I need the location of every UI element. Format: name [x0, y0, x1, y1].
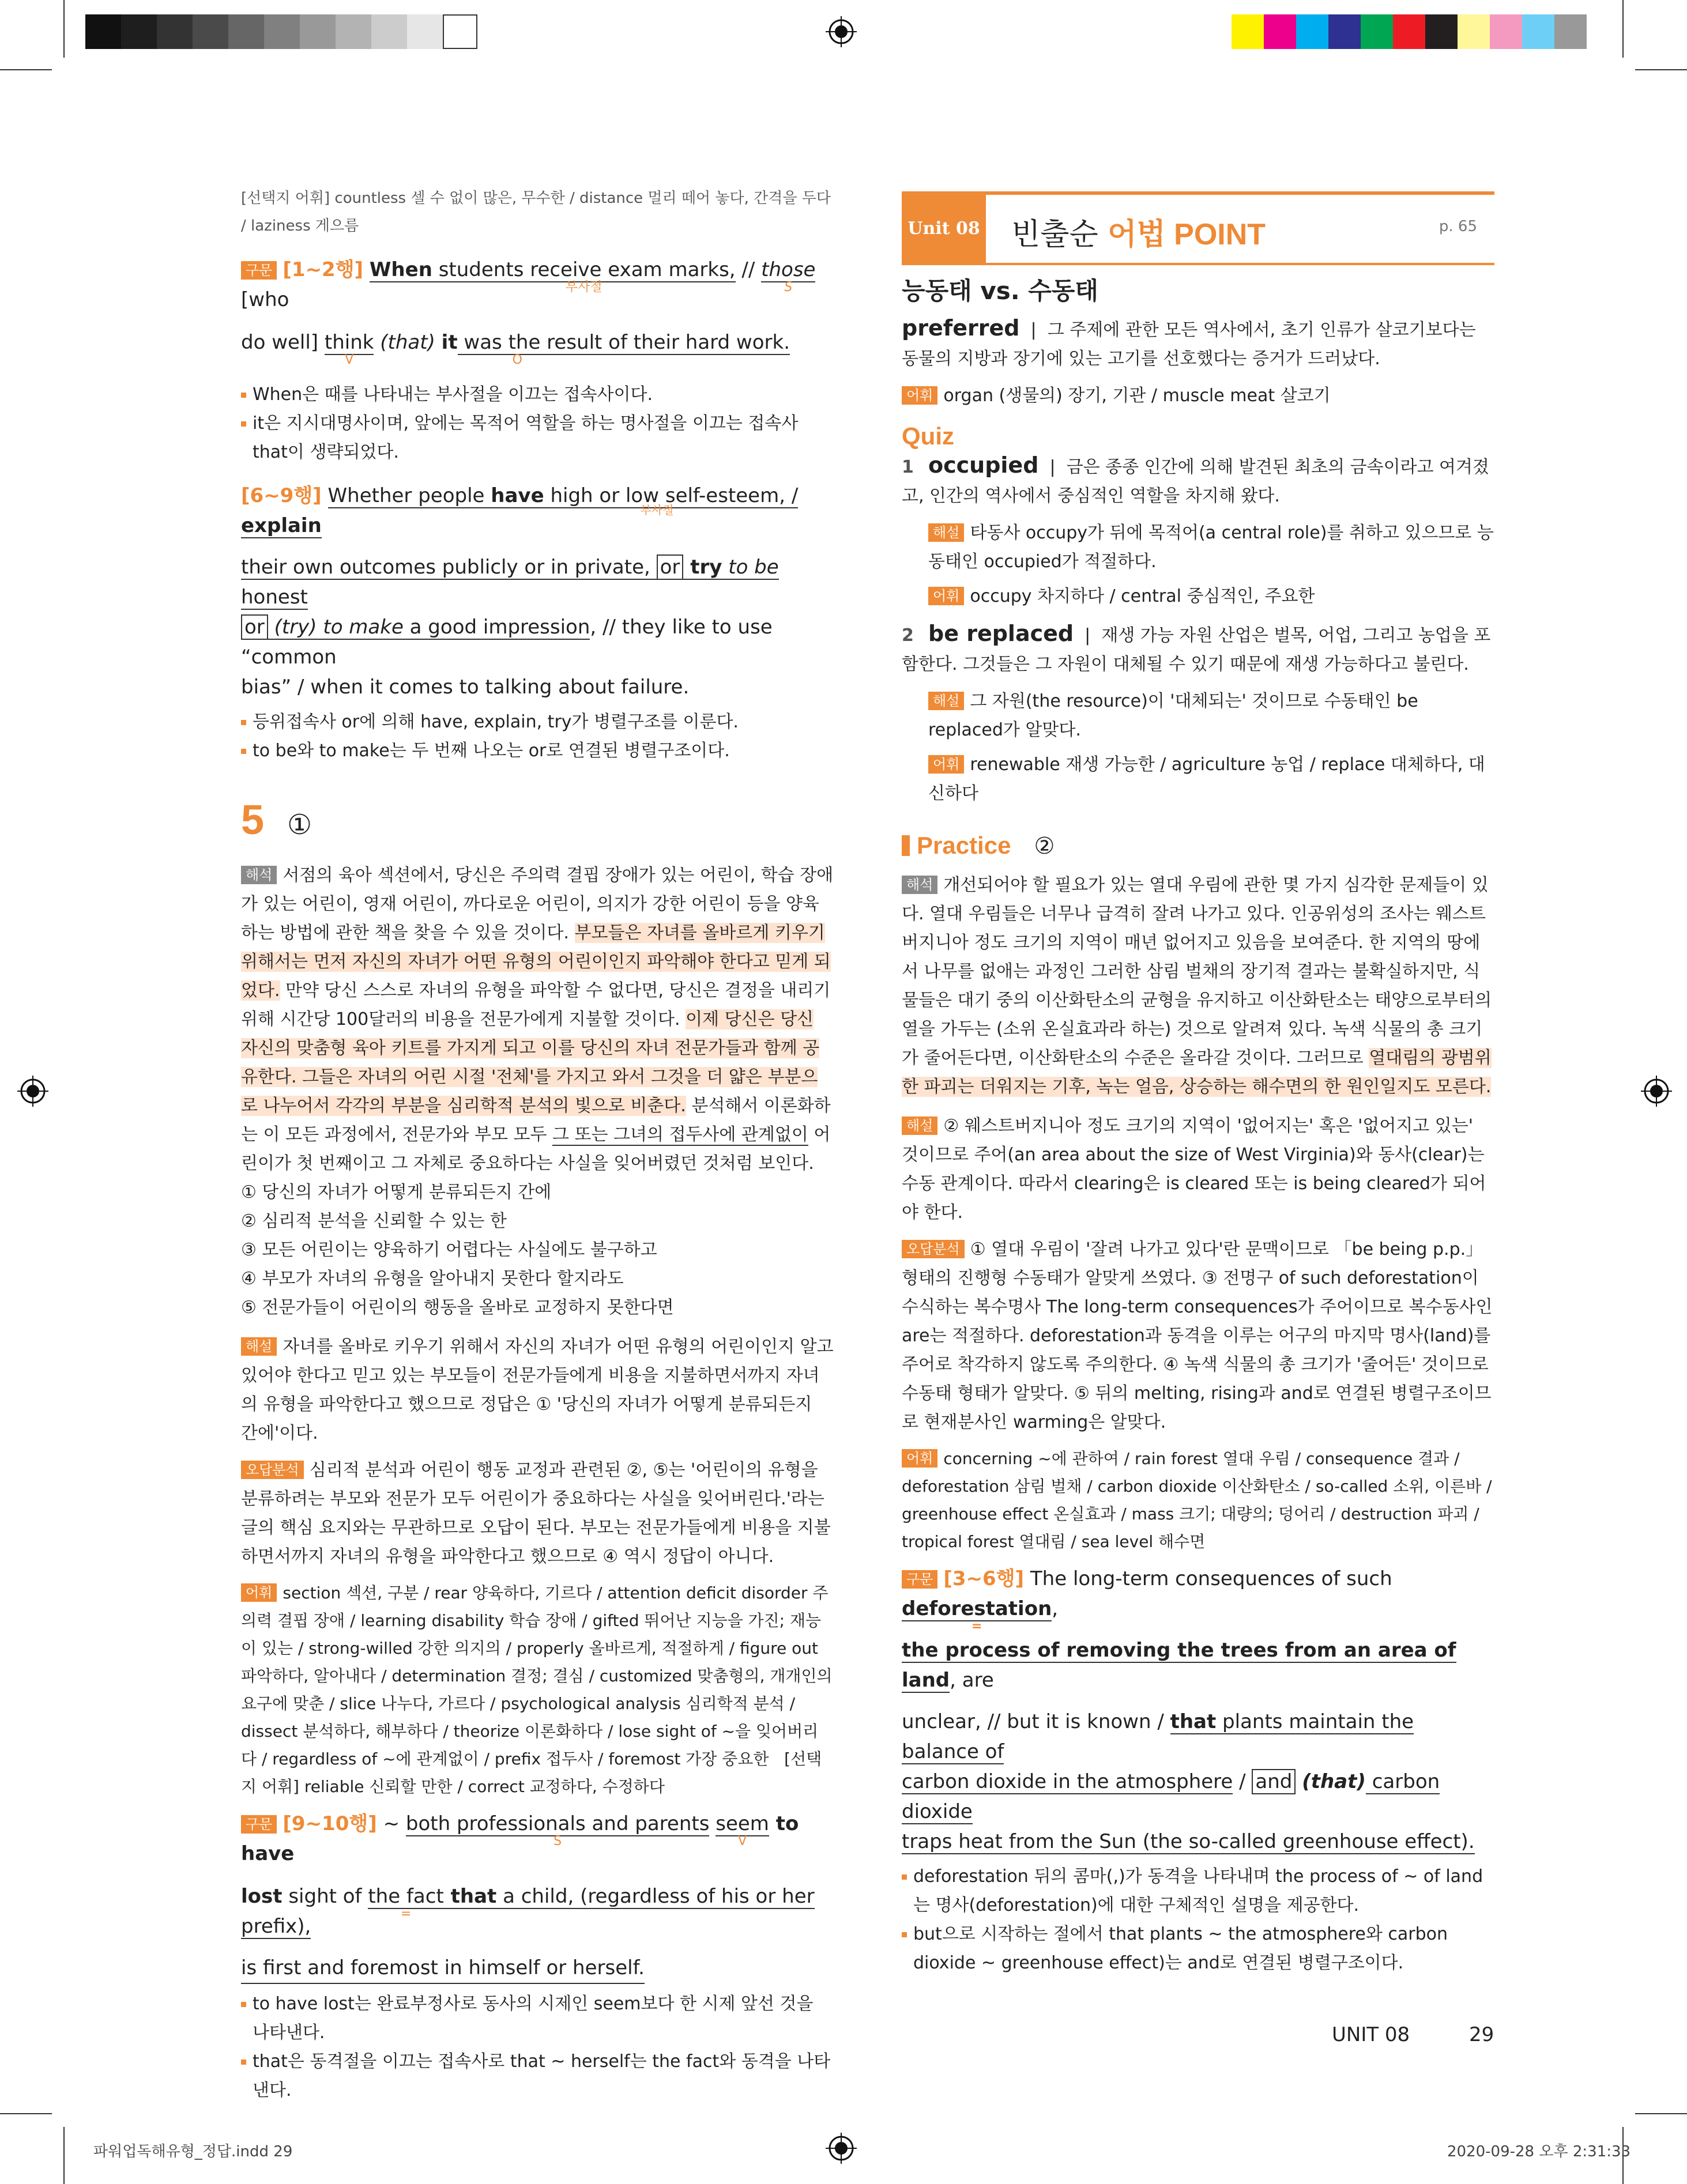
answer: ① — [287, 809, 312, 841]
footer-unit: UNIT 08 — [1332, 2023, 1410, 2046]
footer-timestamp: 2020-09-28 오후 2:31:33 — [1447, 2143, 1631, 2160]
line-ref: [1~2행] — [283, 258, 364, 281]
registration-mark-icon — [1641, 1076, 1672, 1107]
practice-haeseol: 해설 ② 웨스트버지니아 정도 크기의 지역이 '없어지는' 혹은 '없어지고 있는' 것이므로 주어(an area about the size of West Virginia)와 동사(clear)는 수동 관계이다. 따라서 clearing은 is cleared 또는 is being cleared가 되어야 한다. — [902, 1116, 1486, 1223]
quiz-item: 1 occupied | 금은 종종 인간에 의해 발견된 최초의 금속이라고 여겨졌고, 인간의 역사에서 중심적인 역할을 차지해 왔다. 해설 타동사 occupy가 뒤에 목적어(a central role)를 취하고 있으므로 능동태인 occupied가 적절하다. 어휘 occupy 차지하다 / central 중심적인, 주요한 — [902, 452, 1494, 606]
bullets-3 — [241, 1990, 834, 2105]
gumun-2: [6~9행] Whether people have high or low self-esteem, / 부사절 explain their own outcomes publicly or in private, or try to be honest or (try) to make a good impression, // they like to use “common bias” / when it comes to talking about failure. — [241, 484, 799, 699]
odap: 오답분석 심리적 분석과 어린이 행동 교정과 관련된 ②, ⑤는 '어린이의 유형을 분류하려는 부모와 전문가 모두 어린이가 중요하다는 사실을 잊어버린다.'라는 글의 핵심 요지와는 무관하므로 오답이 된다. 부모는 전문가들에게 비용을 지불하면서까지 자녀의 유형을 파악한다고 했으므로 ④ 역시 정답이 아니다. — [241, 1460, 831, 1567]
gumun-1: 구문 [1~2행] When students receive exam marks, 부사절 // those S [who do well] think V (that) it was the result of their hard work. O — [241, 258, 816, 367]
footer-filename: 파워업독해유형_정답.indd 29 — [93, 2143, 293, 2160]
practice-odap: 오답분석 ① 열대 우림이 '잘려 나가고 있다'란 문맥이므로 「be being p.p.」 형태의 진행형 수동태가 알맞게 쓰였다. ③ 전명구 of such deforestation이 수식하는 복수명사 The long-term consequences가 주어이므로 복수동사인 are는 적절하다. deforestation과 동격을 이루는 어구의 마지막 명사(land)를 주어로 착각하지 않도록 주의한다. ④ 녹색 식물의 총 크기가 '줄어든' 것이므로 수동태 형태가 알맞다. ⑤ 뒤의 melting, rising과 and로 연결된 병렬구조이므로 현재분사인 warming은 알맞다. — [902, 1239, 1493, 1432]
quiz-item: 2 be replaced | 재생 가능 자원 산업은 벌목, 어업, 그리고 농업을 포함한다. 그것들은 그 자원이 대체될 수 있기 때문에 재생 가능하다고 불린다. 해설 그 자원(the resource)이 '대체되는' 것이므로 수동태인 be replaced가 알맞다. 어휘 renewable 재생 가능한 / agriculture 농업 / replace 대체하다, 대신하다 — [902, 621, 1491, 804]
bullet-item: but으로 시작하는 절에서 that plants ~ the atmosphere와 carbon dioxide ~ greenhouse effect)는 and로 연결된 병렬구조이다. — [902, 1920, 1494, 1978]
question-5-header — [241, 797, 834, 858]
quiz-title: Quiz — [902, 423, 954, 450]
bullet-item: 등위접속사 or에 의해 have, explain, try가 병렬구조를 이룬다. — [241, 708, 834, 737]
option-item: ① 당신의 자녀가 어떻게 분류되든지 간에 — [241, 1182, 552, 1202]
bullet-item: to be와 to make는 두 번째 나오는 or로 연결된 병렬구조이다. — [241, 737, 834, 765]
practice-header: Practice ② — [902, 831, 1494, 863]
registration-mark-icon — [826, 2133, 857, 2164]
gumun-tag: 구문 — [241, 261, 277, 280]
option-item: ② 심리적 분석을 신뢰할 수 있는 한 — [241, 1211, 507, 1231]
vocab-text: countless 셀 수 없이 많은, 무수한 / distance 멀리 떼어 놓다, 간격을 두다 / laziness 게으름 — [241, 190, 831, 235]
right-column: 능동태 vs. 수동태 preferred | 그 주제에 관한 모든 역사에서, 초기 인류가 살코기보다는 동물의 지방과 장기에 있는 고기를 선호했다는 증거가 드러났다. 어휘 organ (생물의) 장기, 기관 / muscle meat 살코기 Quiz 1 occupied | 금은 종종 인간에 의해 발견된 최초의 금속이라고 여겨졌고, 인간의 역사에서 중심적인 역할을 차지해 왔다. 해설 타동사 occupy가 뒤에 목적어(a central role)를 취하고 있으므로 능동태인 occupied가 적절하다. 어휘 occupy 차지하다 / central 중심적인, 주요한 2 be replaced | 재생 가능 자원 산업은 벌목, 어업, 그리고 농업을 포함한다. 그것들은 그 자원이 대체될 수 있기 때문에 재생 가능하다고 불린다. 해설 그 자원(the resource)이 '대체되는' 것이므로 수동태인 be replaced가 알맞다. 어휘 renewable 재생 가능한 / agriculture 농업 / replace 대체하다, 대신하다 Practice ② 해석 개선되어야 할 필요가 있는 열대 우림에 관한 몇 가지 심각한 문제들이 있다. 열대 우림들은 너무나 급격히 잘려 나가고 있다. 인공위성의 조사는 웨스트버지니아 정도 크기의 지역이 매년 없어지고 있음을 보여준다. 한 지역의 땅에서 나무를 없애는 과정인 그러한 삼림 벌채의 장기적 결과는 불확실하지만, 식물들은 대기 중의 이산화탄소의 균형을 유지하고 이산화탄소는 태양으로부터의 열을 가두는 (소위 온실효과라 하는) 것으로 알려져 있다. 녹색 식물의 총 크기가 줄어든다면, 이산화탄소의 수준은 올라갈 것이다. 그러므로 열대림의 광범위한 파괴는 더워지는 기후, 녹는 얼음, 상승하는 해수면의 한 원인일지도 모른다. 해설 ② 웨스트버지니아 정도 크기의 지역이 '없어지는' 혹은 '없어지고 있는' 것이므로 주어(an area about the size of West Virginia)와 동사(clear)는 수동 관계이다. 따라서 clearing은 is cleared 또는 is being cleared가 되어야 한다. 오답분석 ① 열대 우림이 '잘려 나가고 있다'란 문맥이므로 「be being p.p.」 형태의 진행형 수동태가 알맞게 쓰였다. ③ 전명구 of such deforestation이 수식하는 복수명사 The long-term consequences가 주어이므로 복수동사인 are는 적절하다. deforestation과 동격을 이루는 어구의 마지막 명사(land)를 주어로 착각하지 않도록 주의한다. ④ 녹색 식물의 총 크기가 '줄어든' 것이므로 수동태 형태가 알맞다. ⑤ 뒤의 melting, rising과 and로 연결된 병렬구조이므로 현재분사인 warming은 알맞다. 어휘 concerning ~에 관하여 / rain forest 열대 우림 / consequence 결과 / deforestation 삼림 벌채 / carbon dioxide 이산화탄소 / so-called 소위, 이른바 / greenhouse effect 온실효과 / mass 크기; 대량의; 덩어리 / destruction 파괴 / tropical forest 열대림 / sea level 해수면 구문 [3~6행] The long-term consequences of such deforestation = , the process of removing the trees from an area of land, are unclear, // but it is known / that plants maintain the balance of carbon dioxide in the atmosphere / and (that) carbon dioxide traps heat from the Sun (the so-called greenhouse effect). deforestation 뒤의 콤마(,)가 동격을 나타내며 the process of ~ of land는 명사(deforestation)에 대한 구체적인 설명을 제공한다. but으로 시작하는 절에서 that plants ~ the atmosphere와 carbon dioxide ~ greenhouse effect)는 and로 연결된 병렬구조이다. — [902, 277, 1494, 1978]
bullet-item: to have lost는 완료부정사로 동사의 시제인 seem보다 한 시제 앞선 것을 나타낸다. — [241, 1990, 834, 2047]
eohwi: 어휘 section 섹션, 구분 / rear 양육하다, 기르다 / attention deficit disorder 주의력 결핍 장애 / learning disability 학습 장애 / gifted 뛰어난 지능을 가진; 재능이 있는 / strong-willed 강한 의지의 / properly 올바르게, 적절하게 / figure out 파악하다, 알아내다 / determination 결정; 결심 / customized 맞춤형의, 개개인의 요구에 맞춘 / slice 나누다, 가르다 / psychological analysis 심리학적 분석 / dissect 분석하다, 해부하다 / theorize 이론화하다 / lose sight of ~을 잊어버리다 / regardless of ~에 관계없이 / prefix 접두사 / foremost 가장 중요한 [선택지 어휘] reliable 신뢰할 만한 / correct 교정하다, 수정하다 — [241, 1583, 833, 1796]
page-number: 29 — [1469, 2023, 1494, 2046]
practice-vocab: 어휘 concerning ~에 관하여 / rain forest 열대 우림 / consequence 결과 / deforestation 삼림 벌채 / carbon dioxide 이산화탄소 / so-called 소위, 이른바 / greenhouse effect 온실효과 / mass 크기; 대량의; 덩어리 / destruction 파괴 / tropical forest 열대림 / sea level 해수면 — [902, 1449, 1492, 1551]
answer-word: preferred — [902, 315, 1020, 341]
practice-gumun: 구문 [3~6행] The long-term consequences of such deforestation = , the process of removing the trees from an area of land, are unclear, // but it is known / that plants maintain the balance of carbon dioxide in the atmosphere / and (that) carbon dioxide traps heat from the Sun (the so-called greenhouse effect). — [902, 1567, 1475, 1853]
unit-badge: Unit 08 — [902, 195, 986, 263]
translation: 그 주제에 관한 모든 역사에서, 초기 인류가 살코기보다는 동물의 지방과 장기에 있는 고기를 선호했다는 증거가 드러났다. — [902, 320, 1476, 369]
bullets-1 — [241, 380, 834, 467]
gumun-3: 구문 [9~10행] ~ both professionals and parents S seem V to have lost sight of the fact = that a child, (regardless of his or her prefix), is first and foremost in himself or herself. — [241, 1809, 834, 1984]
unit-title: 빈출순 어법 POINT — [1011, 217, 1266, 252]
registration-mark-icon — [826, 16, 857, 47]
practice-haeseok: 해석 개선되어야 할 필요가 있는 열대 우림에 관한 몇 가지 심각한 문제들이 있다. 열대 우림들은 너무나 급격히 잘려 나가고 있다. 인공위성의 조사는 웨스트버지니아 정도 크기의 지역이 매년 없어지고 있음을 보여준다. 한 지역의 땅에서 나무를 없애는 과정인 그러한 삼림 벌채의 장기적 결과는 불확실하지만, 식물들은 대기 중의 이산화탄소의 균형을 유지하고 이산화탄소는 태양으로부터의 열을 가두는 (소위 온실효과라 하는) 것으로 알려져 있다. 녹색 식물의 총 크기가 줄어든다면, 이산화탄소의 수준은 올라갈 것이다. 그러므로 열대림의 광범위한 파괴는 더워지는 기후, 녹는 얼음, 상승하는 해수면의 한 원인일지도 모른다. — [902, 875, 1492, 1097]
unit-page-ref: p. 65 — [1439, 218, 1477, 235]
bullet-item: it은 지시대명사이며, 앞에는 목적어 역할을 하는 명사절을 이끄는 접속사 that이 생략되었다. — [241, 409, 834, 467]
option-item: ③ 모든 어린이는 양육하기 어렵다는 사실에도 불구하고 — [241, 1240, 657, 1260]
line-ref: [9~10행] — [283, 1812, 377, 1835]
bullet-item: deforestation 뒤의 콤마(,)가 동격을 나타내며 the process of ~ of land는 명사(deforestation)에 대한 구체적인 설명을 제공한다. — [902, 1862, 1494, 1920]
unit-header — [902, 191, 1494, 265]
vocab: 어휘 organ (생물의) 장기, 기관 / muscle meat 살코기 — [902, 382, 1494, 410]
bullet-item: that은 동격절을 이끄는 접속사로 that ~ herself는 the fact와 동격을 나타낸다. — [241, 2047, 834, 2105]
haeseol: 해설 자녀를 올바로 키우기 위해서 자신의 자녀가 어떤 유형의 어린이인지 알고 있어야 한다고 믿고 있는 부모들이 전문가들에게 비용을 지불하면서까지 자녀의 유형을 파악한다고 했으므로 정답은 ① '당신의 자녀가 어떻게 분류되든지 간에'이다. — [241, 1337, 834, 1443]
bullet-item: When은 때를 나타내는 부사절을 이끄는 접속사이다. — [241, 380, 834, 409]
section-title: 능동태 vs. 수동태 — [902, 277, 1099, 305]
vocab-tag: [선택지 어휘] — [241, 190, 330, 207]
options-list — [241, 1178, 834, 1322]
choice-vocab — [241, 184, 834, 240]
question-number: 5 — [241, 797, 265, 843]
option-item: ④ 부모가 자녀의 유형을 알아내지 못한다 할지라도 — [241, 1269, 624, 1289]
option-item: ⑤ 전문가들이 어린이의 행동을 올바로 교정하지 못한다면 — [241, 1297, 674, 1318]
left-column — [241, 184, 834, 2105]
bullets-2 — [241, 708, 834, 765]
practice-bullets — [902, 1862, 1494, 1978]
haeseok: 해석 서점의 육아 섹션에서, 당신은 주의력 결핍 장애가 있는 어린이, 학습 장애가 있는 어린이, 영재 어린이, 까다로운 어린이, 의지가 강한 어린이 등을 양육하는 방법에 관한 책을 찾을 수 있을 것이다. 부모들은 자녀를 올바르게 키우기 위해서는 먼저 자신의 자녀가 어떤 유형의 어린이인지 파악해야 한다고 믿게 되었다. 만약 당신 스스로 자녀의 유형을 파악할 수 없다면, 당신은 결정을 내리기 위해 시간당 100달러의 비용을 전문가에게 지불할 것이다. 이제 당신은 당신 자신의 맞춤형 육아 키트를 가지게 되고 이를 당신의 자녀 전문가들과 함께 공유한다. 그들은 자녀의 어린 시절 '전체'를 가지고 와서 그것을 더 얇은 부분으로 나누어서 각각의 부분을 심리학적 분석의 빛으로 비춘다. 분석해서 이론화하는 이 모든 과정에서, 전문가와 부모 모두 그 또는 그녀의 접두사에 관계없이 어린이가 첫 번째이고 그 자체로 중요하다는 사실을 잊어버렸던 것처럼 보인다. — [241, 865, 834, 1174]
registration-mark-icon — [17, 1076, 48, 1107]
line-ref: [6~9행] — [241, 484, 322, 507]
